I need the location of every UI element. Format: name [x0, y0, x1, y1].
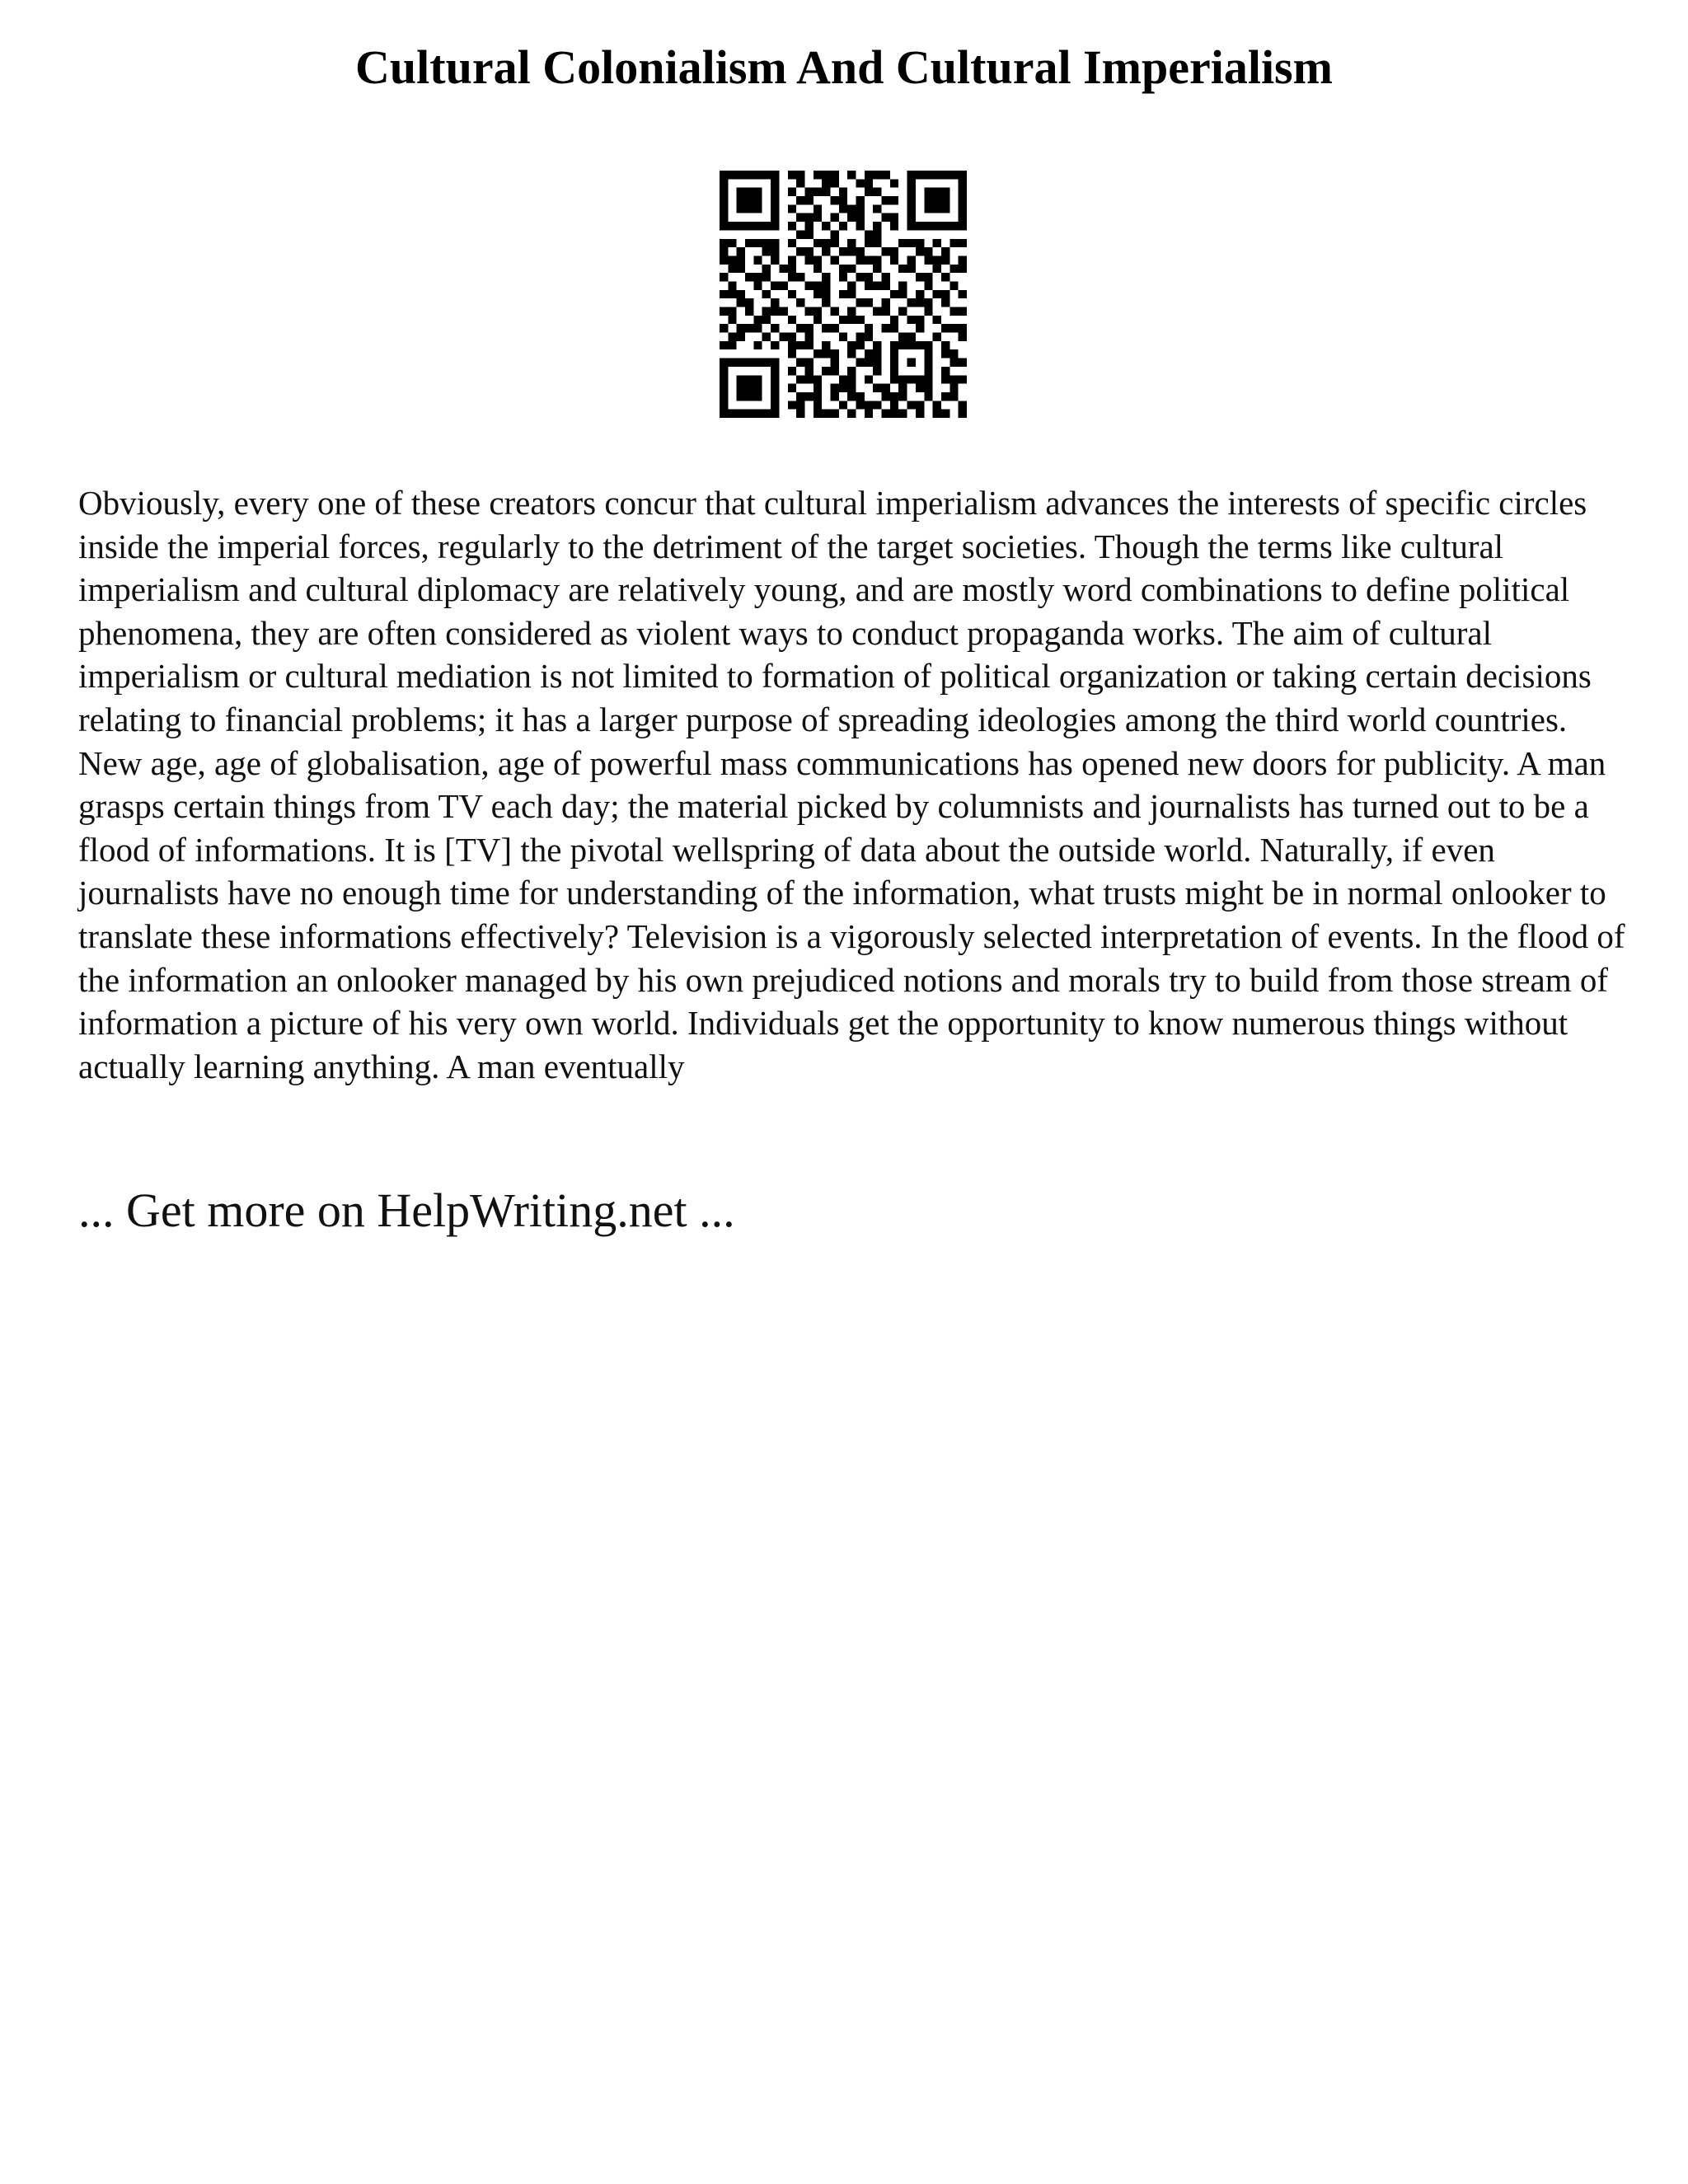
qr-finder-top-left	[720, 171, 779, 230]
get-more-link[interactable]: ... Get more on HelpWriting.net ...	[78, 1183, 735, 1237]
body-paragraph: Obviously, every one of these creators concur that cultural imperialism advances the interests of specific circles inside the imperial forces, regularly to the detriment of the target societies. Though the terms like cultural imperialism and cultural diplomacy are relatively young, and are mostly word combinations to define political phenomena, they are often considered as violent ways to conduct propaganda works. The aim of cultural imperialism or cultural mediation is not limited to formation of political organization or taking certain decisions relating to financial problems; it has a larger purpose of spreading ideologies among the third world countries. New age, age of globalisation, age of powerful mass communications has opened new doors for publicity. A man grasps certain things from TV each day; the material picked by columnists and journalists has turned out to be a flood of informations. It is [TV] the pivotal wellspring of data about the outside world. Naturally, if even journalists have no enough time for understanding of the information, what trusts might be in normal onlooker to translate these informations effectively? Television is a vigorously selected interpretation of events. In the flood of the information an onlooker managed by his own prejudiced notions and morals try to build from those stream of information a picture of his very own world. Individuals get the opportunity to know numerous things without actually learning anything. A man eventually	[78, 484, 1625, 1085]
qr-finder-top-right	[907, 171, 967, 230]
qr-alignment	[890, 341, 933, 384]
page-title: Cultural Colonialism And Cultural Imperialism	[355, 40, 1333, 94]
qr-code-icon[interactable]	[720, 171, 967, 418]
qr-finder-bottom-left	[720, 359, 779, 418]
